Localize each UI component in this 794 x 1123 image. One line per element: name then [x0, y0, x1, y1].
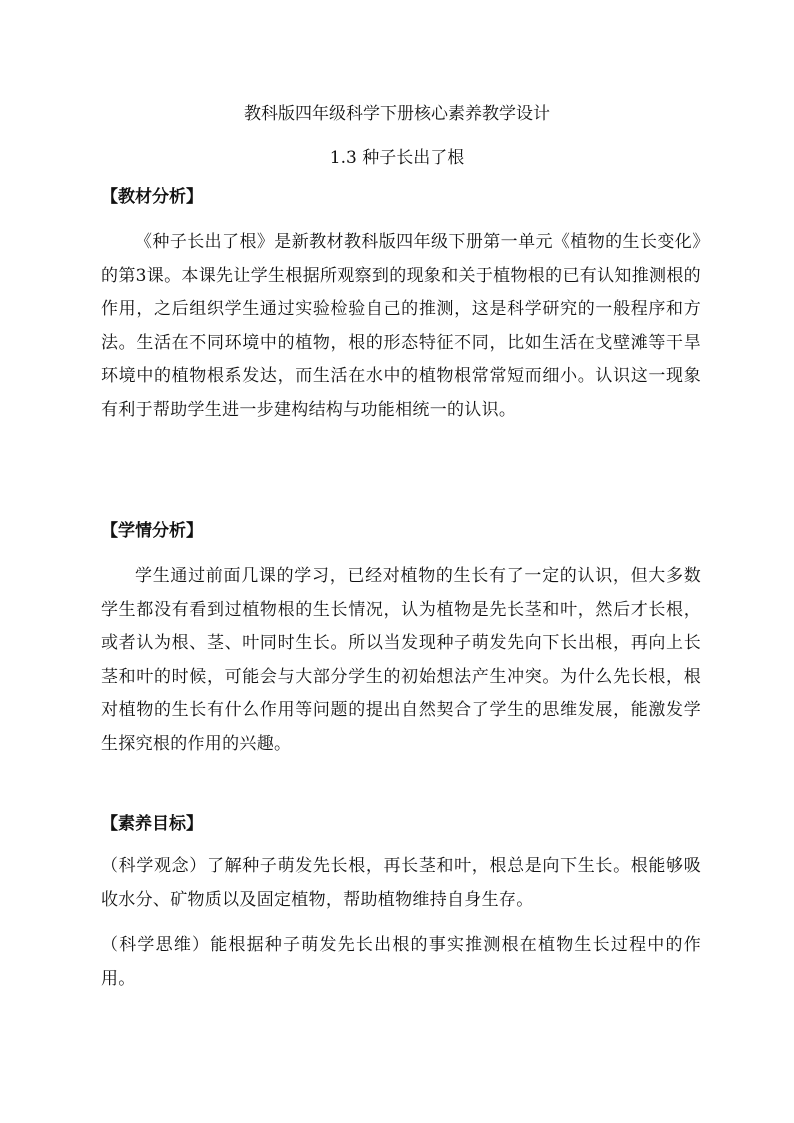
goal-science-thinking: （科学思维）能根据种子萌发先长出根的事实推测根在植物生长过程中的作用。 — [101, 935, 701, 989]
paragraph-textbook-analysis: 《种子长出了根》是新教材教科版四年级下册第一单元《植物的生长变化》的第3课。本课先让学生根据所观察到的现象和关于植物根的已有认知推测根的作用，之后组织学生通过实验检验自己的推测，这是科学研究的一般程序和方法。生活在不同环境中的植物，根的形态特征不同，比如生活在戈壁滩等干旱环境中的植物根系发达，而生活在水中的植物根常常短而细小。认识这一现象有利于帮助学生进一步建构结构与功能相统一的认识。 — [101, 232, 701, 420]
section-heading-student-analysis: 【学情分析】 — [101, 521, 203, 541]
section-heading-literacy-goals: 【素养目标】 — [101, 814, 203, 834]
paragraph-student-analysis: 学生通过前面几课的学习，已经对植物的生长有了一定的认识，但大多数学生都没有看到过植物根的生长情况，认为植物是先长茎和叶，然后才长根，或者认为根、茎、叶同时生长。所以当发现种子萌发先向下长出根，再向上长茎和叶的时候，可能会与大部分学生的初始想法产生冲突。为什么先长根，根对植物的生长有什么作用等问题的提出自然契合了学生的思维发展，能激发学生探究根的作用的兴趣。 — [101, 566, 701, 754]
section-heading-textbook-analysis: 【教材分析】 — [101, 187, 203, 207]
goal-science-concept: （科学观念）了解种子萌发先长根，再长茎和叶，根总是向下生长。根能够吸收水分、矿物质以及固定植物，帮助植物维持自身生存。 — [101, 856, 701, 910]
lesson-title: 1.3 种子长出了根 — [329, 148, 465, 168]
document-title: 教科版四年级科学下册核心素养教学设计 — [244, 104, 550, 124]
